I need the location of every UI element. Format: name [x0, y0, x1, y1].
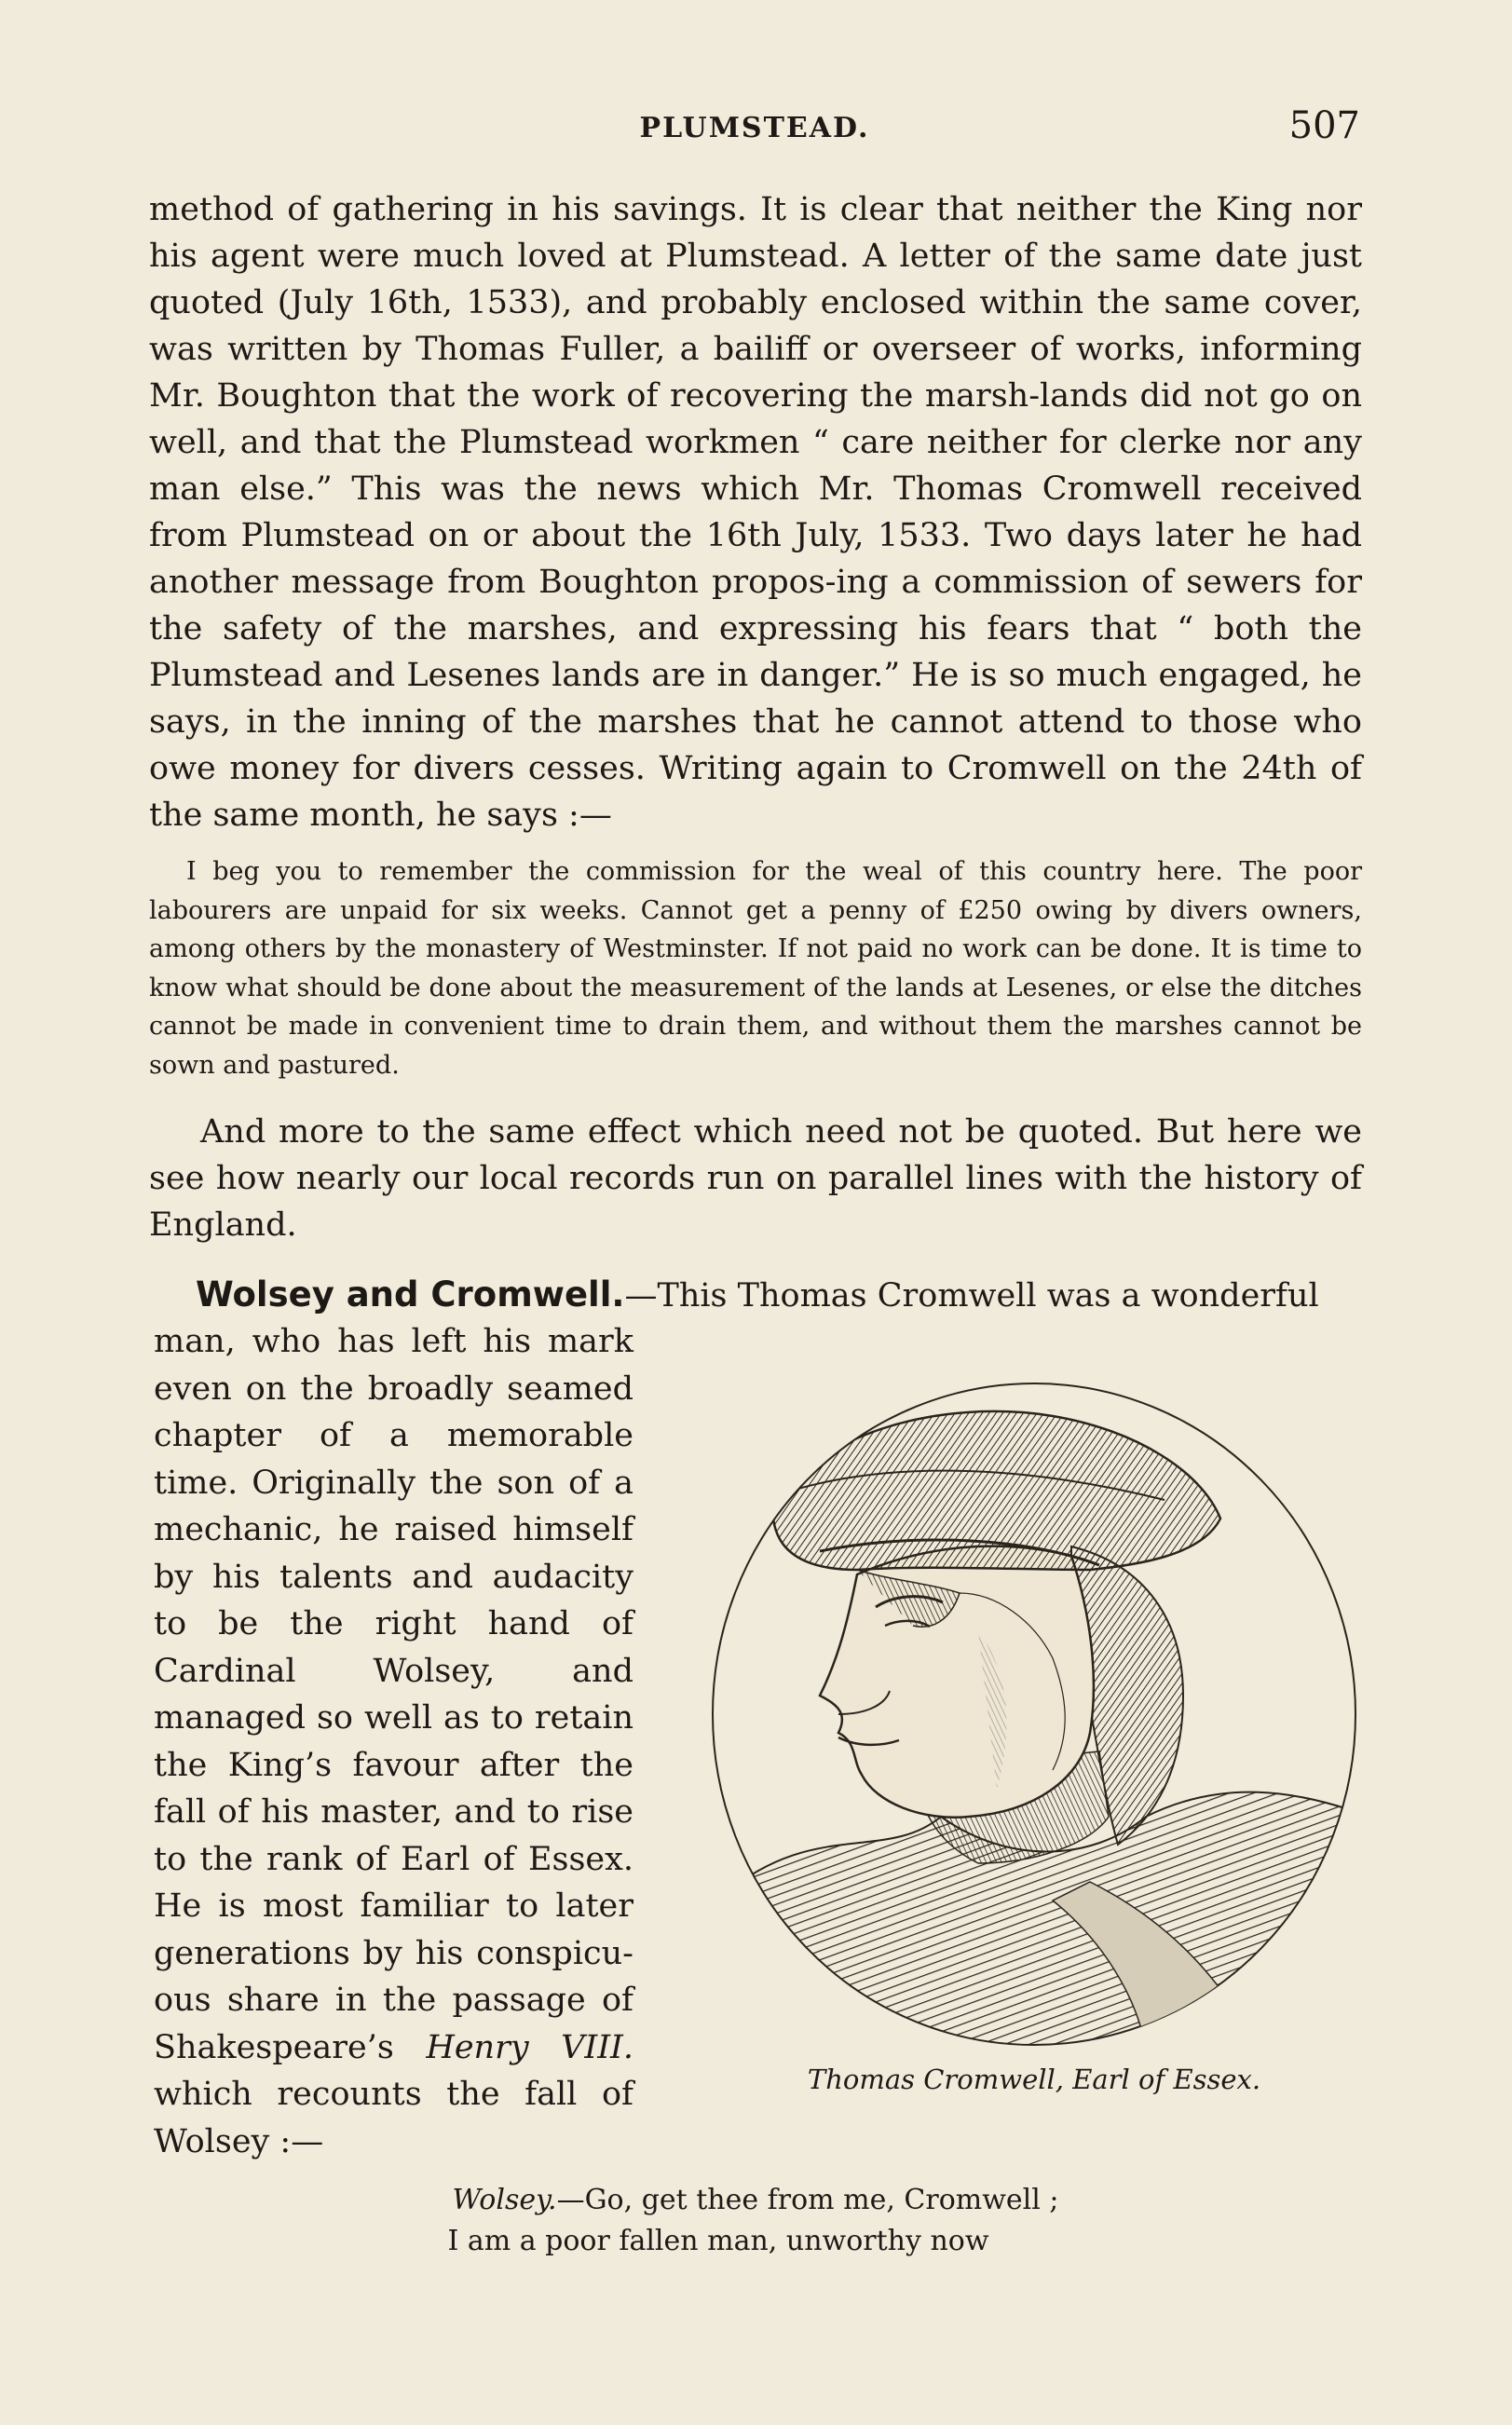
portrait-engraving-icon [699, 1379, 1362, 2050]
section-wolsey-cromwell [149, 1272, 1362, 2175]
verse-quote [149, 2180, 1362, 2262]
page-number: 507 [1288, 104, 1360, 147]
portrait-caption: Thomas Cromwell, Earl of Essex. [807, 2064, 1261, 2095]
verse-line-1-text: —Go, get thee from me, Cromwell ; [556, 2184, 1059, 2216]
verse-speaker: Wolsey. [452, 2184, 557, 2216]
verse-line-2: I am a poor fallen man, unworthy now [447, 2225, 989, 2257]
section-text-after: which recounts the fall of Wolsey :— [154, 2076, 633, 2160]
section-first-line [196, 1272, 1362, 1319]
section-heading: Wolsey and Cromwell. [196, 1274, 625, 1315]
block-quote: I beg you to remember the commission for the weal of this country here. The poor labourers are unpaid for six weeks. Cannot get a penny of £250 owing by divers owners, among others by the monastery of Westminster. If not paid no work can be done. It is time to know what should be done about the measurement of the lands at Lesenes, or else the ditches cannot be made in convenient time to drain them, and without them the marshes cannot be sown and pastured. [149, 857, 1362, 1080]
section-work-title: Henry VIII. [426, 2028, 633, 2066]
running-title: PLUMSTEAD. [639, 112, 870, 144]
section-first-line-text: —This Thomas Cromwell was a wonderful [624, 1277, 1319, 1315]
running-head [149, 104, 1360, 160]
paragraph-2: And more to the same effect which need not be quoted. But here we see how nearly our local records run on parallel lines with the history of England. [149, 1113, 1362, 1244]
portrait-svg [699, 1379, 1362, 2050]
paragraph-1: method of gathering in his savings. It is clear that neither the King nor his agent were much loved at Plumstead. A letter of the same date just quoted (July 16th, 1533), and probably enclosed within the same cover, was written by Thomas Fuller, a bailiff or overseer of works, informing Mr. Boughton that the work of recovering the marsh-lands did not go on well, and that the Plumstead workmen “ care neither for clerke nor any man else.” This was the news which Mr. Thomas Cromwell received from Plumstead on or about the 16th July, 1533. Two days later he had another message from Boughton propos-ing a commission of sewers for the safety of the marshes, and expressing his fears that “ both the Plumstead and Lesenes lands are in danger.” He is so much engaged, he says, in the inning of the marshes that he cannot attend to those who owe money for divers cesses. Writing again to Cromwell on the 24th of the same month, he says :— [149, 191, 1362, 834]
section-column-text [154, 1318, 633, 2165]
section-text-before: man, who has left his mark even on the broadly seamed chapter of a memorable time. Originally the son of a mechanic, he raised himself by his talents and audacity to be the right hand of Cardinal Wolsey, and managed so well as to retain the King’s favour after the fall of his master, and to rise to the rank of Earl of Essex. He is most familiar to later generations by his conspicu-ous share in the passage of Shakespeare’s [154, 1323, 633, 2066]
verse-line-1 [149, 2180, 1362, 2221]
